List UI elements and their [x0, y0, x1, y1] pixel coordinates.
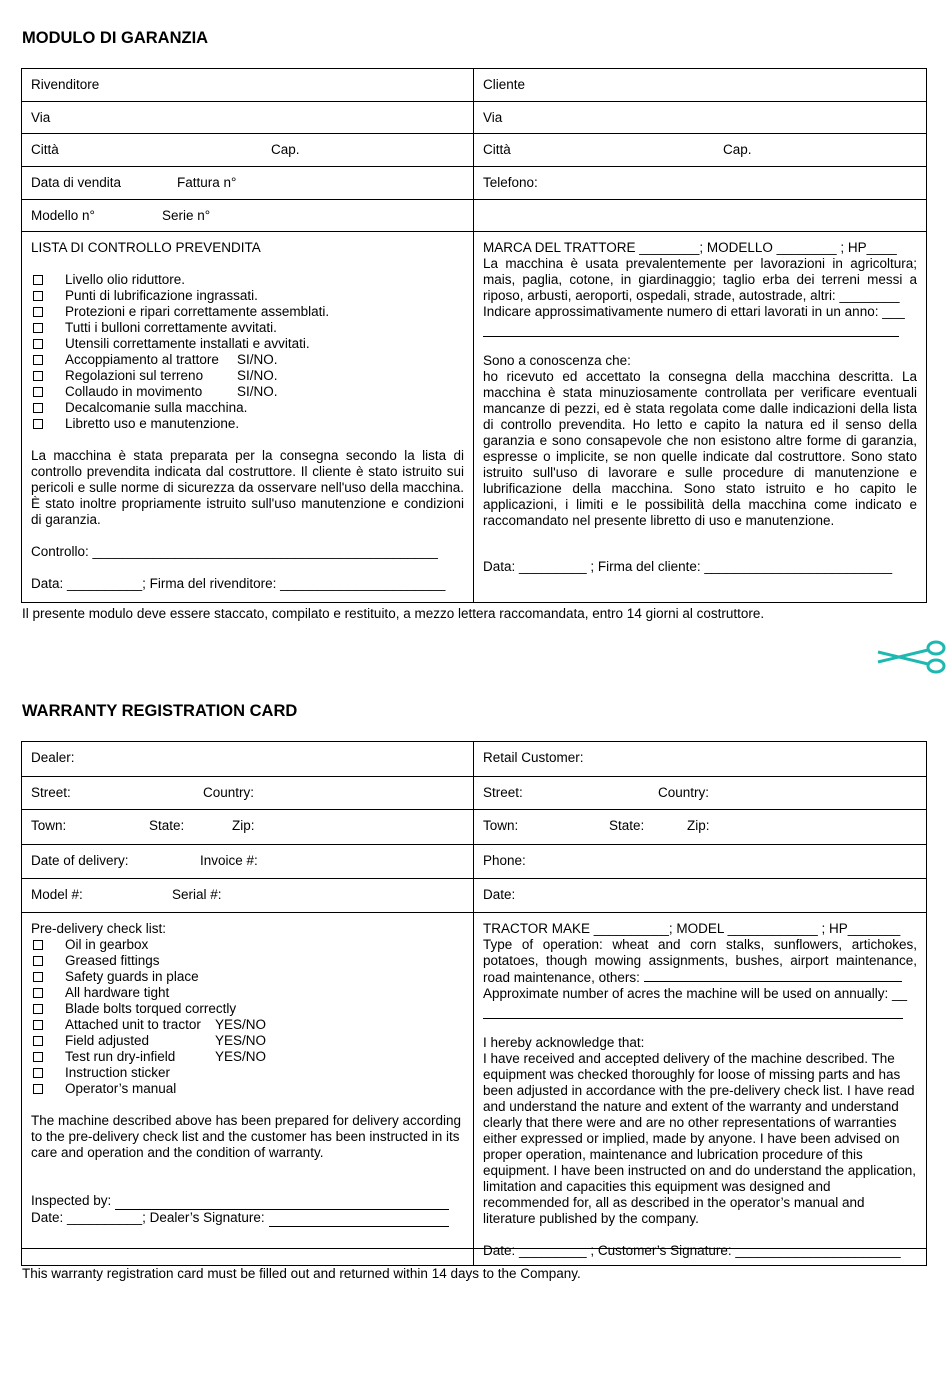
checklist-item-label: Collaudo in movimento — [65, 384, 203, 399]
yes-no-option: SI/NO. — [237, 384, 278, 399]
dealer-street-field[interactable] — [22, 777, 474, 809]
checklist-item — [31, 384, 464, 400]
inspected-by-line[interactable] — [31, 1193, 464, 1210]
checkbox[interactable] — [33, 291, 43, 301]
form-row — [22, 810, 926, 845]
acres-line[interactable]: Approximate number of acres the machine will be used on annually: __ — [483, 986, 907, 1001]
city-label: Città — [483, 142, 511, 157]
customer-label: Cliente — [483, 77, 526, 92]
customer-city-field[interactable] — [474, 134, 926, 166]
street-label: Street: — [31, 785, 71, 800]
predelivery-section — [22, 913, 474, 1248]
checklist-item-label: Test run dry-infield — [65, 1049, 176, 1064]
phone-field[interactable] — [474, 845, 926, 878]
customer-declaration-section — [474, 232, 926, 602]
checklist-item — [31, 969, 464, 985]
customer-street-field[interactable] — [474, 777, 926, 809]
form-row — [22, 913, 926, 1258]
checklist-item-label: Libretto uso e manutenzione. — [65, 416, 240, 431]
customer-declaration-section — [474, 913, 926, 1258]
customer-signature-line[interactable]: Data: _________ ; Firma del cliente: _________________________ — [483, 559, 893, 574]
dealer-street-field[interactable] — [22, 102, 474, 133]
checklist-item — [31, 1081, 464, 1097]
street-label: Via — [483, 110, 503, 125]
date-field[interactable] — [474, 879, 926, 912]
customer-town-field[interactable] — [474, 810, 926, 844]
zip-label: Cap. — [271, 142, 300, 157]
phone-label: Phone: — [483, 853, 526, 868]
checklist-item — [31, 985, 464, 1001]
blank-line[interactable] — [483, 320, 899, 337]
form-row — [22, 134, 926, 167]
dealer-signature-line[interactable]: Data: __________; Firma del rivenditore: ______________________ — [31, 576, 446, 591]
checklist-item — [31, 288, 464, 304]
checkbox[interactable] — [33, 988, 43, 998]
form-row — [22, 200, 926, 232]
phone-label: Telefono: — [483, 175, 538, 190]
dealer-statement: La macchina è stata preparata per la consegna secondo la lista di controllo prevendita indicata dal costruttore. Il cliente è stato istruito sui pericoli e sulle norme di sicurezza da osservare nell'uso della macchina. È stato inoltre propriamente istruito sull'uso manutenzione e condizioni di garanzia. — [31, 448, 464, 527]
checklist-item — [31, 1033, 464, 1049]
checkbox[interactable] — [33, 403, 43, 413]
yes-no-option: SI/NO. — [237, 352, 278, 367]
checkbox[interactable] — [33, 387, 43, 397]
checklist-title: LISTA DI CONTROLLO PREVENDITA — [31, 240, 261, 255]
zip-label: Cap. — [723, 142, 752, 157]
checklist-item-label: Greased fittings — [65, 953, 160, 968]
empty-cell — [474, 200, 926, 231]
form-row — [22, 69, 926, 102]
empty-cell — [22, 1249, 474, 1265]
dealer-signature-line[interactable] — [31, 1210, 464, 1227]
dealer-field[interactable] — [22, 69, 474, 101]
town-label: Town: — [483, 818, 519, 833]
checklist-item-label: Instruction sticker — [65, 1065, 171, 1080]
checkbox[interactable] — [33, 371, 43, 381]
checkbox[interactable] — [33, 972, 43, 982]
zip-label: Zip: — [232, 818, 255, 833]
customer-label: Retail Customer: — [483, 750, 584, 765]
dealer-city-field[interactable] — [22, 134, 474, 166]
english-form-title: WARRANTY REGISTRATION CARD — [22, 702, 298, 720]
checklist-item-label: Tutti i bulloni correttamente avvitati. — [65, 320, 277, 335]
customer-field[interactable] — [474, 742, 926, 776]
town-label: Town: — [31, 818, 67, 833]
dealer-signature-label: Date: __________; Dealer’s Signature: — [31, 1210, 265, 1225]
customer-street-field[interactable] — [474, 102, 926, 133]
country-label: Country: — [203, 785, 255, 800]
checkbox[interactable] — [33, 1068, 43, 1078]
acknowledgement-text: I have received and accepted delivery of the machine described. The equipment was checked thoroughly for loose of missing parts and has been adjusted in accordance with the pre-delivery check list. I have read and understand the nature and extent of the warranty and understand clearly that there were and are no other representations of warranties either expressed or implied, made by anyone. I have been advised on proper operation, maintenance and lubrication procedure of this equipment. I have been instructed on and do understand the application, limitation and capacities this equipment was designed and recommended for, all as described in the operator’s manual and literature published by the company. — [483, 1051, 917, 1226]
serial-label: Serie n° — [162, 208, 211, 223]
invoice-label: Invoice #: — [200, 853, 258, 868]
inspection-line[interactable]: Controllo: ______________________________________________ — [31, 544, 438, 559]
checklist-item-label: Utensili correttamente installati e avvitati. — [65, 336, 310, 351]
checklist — [31, 937, 464, 1097]
checkbox[interactable] — [33, 339, 43, 349]
delivery-date-label: Date of delivery: — [31, 853, 129, 868]
dealer-label: Rivenditore — [31, 77, 100, 92]
state-label: State: — [149, 818, 185, 833]
yes-no-option: SI/NO. — [237, 368, 278, 383]
blank-line[interactable] — [115, 1193, 449, 1210]
checklist-title: Pre-delivery check list: — [31, 921, 167, 936]
checklist-item-label: Operator’s manual — [65, 1081, 177, 1096]
form-row — [22, 742, 926, 777]
state-label: State: — [609, 818, 645, 833]
dealer-town-field[interactable] — [22, 810, 474, 844]
checklist-item-label: Decalcomanie sulla macchina. — [65, 400, 248, 415]
form-row — [22, 777, 926, 810]
checklist-item-label: Regolazioni sul terreno — [65, 368, 204, 383]
checklist-item — [31, 1017, 464, 1033]
yes-no-option: YES/NO — [215, 1017, 267, 1032]
checkbox[interactable] — [33, 307, 43, 317]
dealer-label: Dealer: — [31, 750, 75, 765]
blank-line[interactable] — [483, 1002, 903, 1019]
invoice-label: Fattura n° — [177, 175, 237, 190]
checkbox[interactable] — [33, 1084, 43, 1094]
blank-line[interactable] — [269, 1210, 449, 1227]
city-label: Città — [31, 142, 59, 157]
checklist-item — [31, 416, 464, 432]
italian-warranty-form — [21, 68, 927, 603]
model-field[interactable] — [22, 200, 474, 231]
yes-no-option: YES/NO — [215, 1049, 267, 1064]
empty-cell — [474, 1249, 926, 1265]
model-label: Modello n° — [31, 208, 95, 223]
form-row — [22, 879, 926, 913]
checklist-item-label: Field adjusted — [65, 1033, 150, 1048]
checklist-item — [31, 304, 464, 320]
dealer-field[interactable] — [22, 742, 474, 776]
checklist-item — [31, 1001, 464, 1017]
checklist-item-label: Protezioni e ripari correttamente assemblati. — [65, 304, 330, 319]
customer-signature-line[interactable]: Date: _________ ; Customer’s Signature: ______________________ — [483, 1243, 901, 1258]
italian-footer-note: Il presente modulo deve essere staccato, compilato e restituito, a mezzo lettera raccomandata, entro 14 giorni al costruttore. — [22, 606, 765, 621]
acknowledgement-title: I hereby acknowledge that: — [483, 1035, 645, 1050]
form-row — [22, 845, 926, 879]
checklist-item — [31, 320, 464, 336]
form-row — [22, 102, 926, 134]
checklist-item-label: Livello olio riduttore. — [65, 272, 186, 287]
usage-text: La macchina è usata prevalentemente per lavorazioni in agricoltura; mais, paglia, cotone, in giardinaggio; taglio erba dei terreni messi a riposo, arbusti, aeroporti, ospedali, strade, autostrade, altri: ________ — [483, 256, 917, 303]
date-label: Date: — [483, 887, 516, 902]
street-label: Via — [31, 110, 51, 125]
checkbox[interactable] — [33, 940, 43, 950]
model-field[interactable] — [22, 879, 474, 912]
checklist-item-label: Safety guards in place — [65, 969, 199, 984]
checklist-item-label: Oil in gearbox — [65, 937, 149, 952]
checklist-item — [31, 368, 464, 384]
tractor-make-line[interactable]: MARCA DEL TRATTORE ________; MODELLO ________ ; HP____ — [483, 240, 897, 255]
usage-text: Type of operation: wheat and corn stalks, sunflowers, artichokes, potatoes, though mowing assignments, bushes, airport maintenance, road maintenance, others: — [483, 937, 917, 985]
tractor-make-line[interactable]: TRACTOR MAKE __________; MODEL ____________ ; HP_______ — [483, 921, 901, 936]
street-label: Street: — [483, 785, 523, 800]
checkbox[interactable] — [33, 1036, 43, 1046]
checklist-item-label: Punti di lubrificazione ingrassati. — [65, 288, 258, 303]
checkbox[interactable] — [33, 1020, 43, 1030]
checklist-item — [31, 937, 464, 953]
form-row — [22, 167, 926, 200]
zip-label: Zip: — [687, 818, 710, 833]
model-label: Model #: — [31, 887, 83, 902]
phone-field[interactable] — [474, 167, 926, 199]
checkbox[interactable] — [33, 275, 43, 285]
acknowledgement-title: Sono a conoscenza che: — [483, 353, 631, 368]
checklist-item — [31, 1065, 464, 1081]
sale-date-field[interactable] — [22, 167, 474, 199]
country-label: Country: — [658, 785, 710, 800]
inspected-by-label: Inspected by: — [31, 1193, 112, 1208]
checklist-item — [31, 352, 464, 368]
checkbox[interactable] — [33, 956, 43, 966]
blank-line[interactable] — [644, 969, 902, 982]
english-warranty-form — [21, 741, 927, 1266]
hectares-line[interactable]: Indicare approssimativamente numero di ettari lavorati in un anno: ___ — [483, 304, 905, 319]
checkbox[interactable] — [33, 323, 43, 333]
delivery-date-field[interactable] — [22, 845, 474, 878]
checklist-item — [31, 953, 464, 969]
customer-field[interactable] — [474, 69, 926, 101]
checklist-item — [31, 1049, 464, 1065]
sale-date-label: Data di vendita — [31, 175, 122, 190]
checklist-item-label: Blade bolts torqued correctly — [65, 1001, 237, 1016]
checkbox[interactable] — [33, 419, 43, 429]
checklist-item — [31, 272, 464, 288]
checklist — [31, 272, 464, 432]
checklist-item-label: Accoppiamento al trattore — [65, 352, 219, 367]
checklist-item — [31, 336, 464, 352]
checkbox[interactable] — [33, 1004, 43, 1014]
checklist-item — [31, 400, 464, 416]
scissors-icon — [876, 638, 948, 676]
predelivery-section — [22, 232, 474, 602]
form-row — [22, 1249, 926, 1265]
checkbox[interactable] — [33, 355, 43, 365]
yes-no-option: YES/NO — [215, 1033, 267, 1048]
checklist-item-label: All hardware tight — [65, 985, 170, 1000]
italian-form-title: MODULO DI GARANZIA — [22, 29, 209, 47]
dealer-statement: The machine described above has been prepared for delivery according to the pre-delivery check list and the customer has been instructed in its care and operation and the condition of warranty. — [31, 1113, 462, 1160]
serial-label: Serial #: — [172, 887, 222, 902]
form-row — [22, 232, 926, 602]
english-footer-note: This warranty registration card must be filled out and returned within 14 days to the Company. — [22, 1266, 581, 1281]
acknowledgement-text: ho ricevuto ed accettato la consegna della macchina descritta. La macchina è stata minuziosamente controllata per verificare eventuali mancanze di pezzi, ed è stata regolata come dalle indicazioni della lista di controllo prevendita. Ho letto e capito la natura ed il senso della garanzia e sono consapevole che non esistono altre forme di garanzia, espresse o implicite, se non quelle indicate dal costruttore. Sono stato istruito sull'uso di lavorare e sulle procedure di manutenzione e lubrificazione della macchina. Sono stato istruito e ho capito le applicazioni, i limiti e le possibilità della macchina come indicato e raccomandato nel presente libretto di uso e manutenzione. — [483, 369, 917, 528]
checklist-item-label: Attached unit to tractor — [65, 1017, 201, 1032]
checkbox[interactable] — [33, 1052, 43, 1062]
